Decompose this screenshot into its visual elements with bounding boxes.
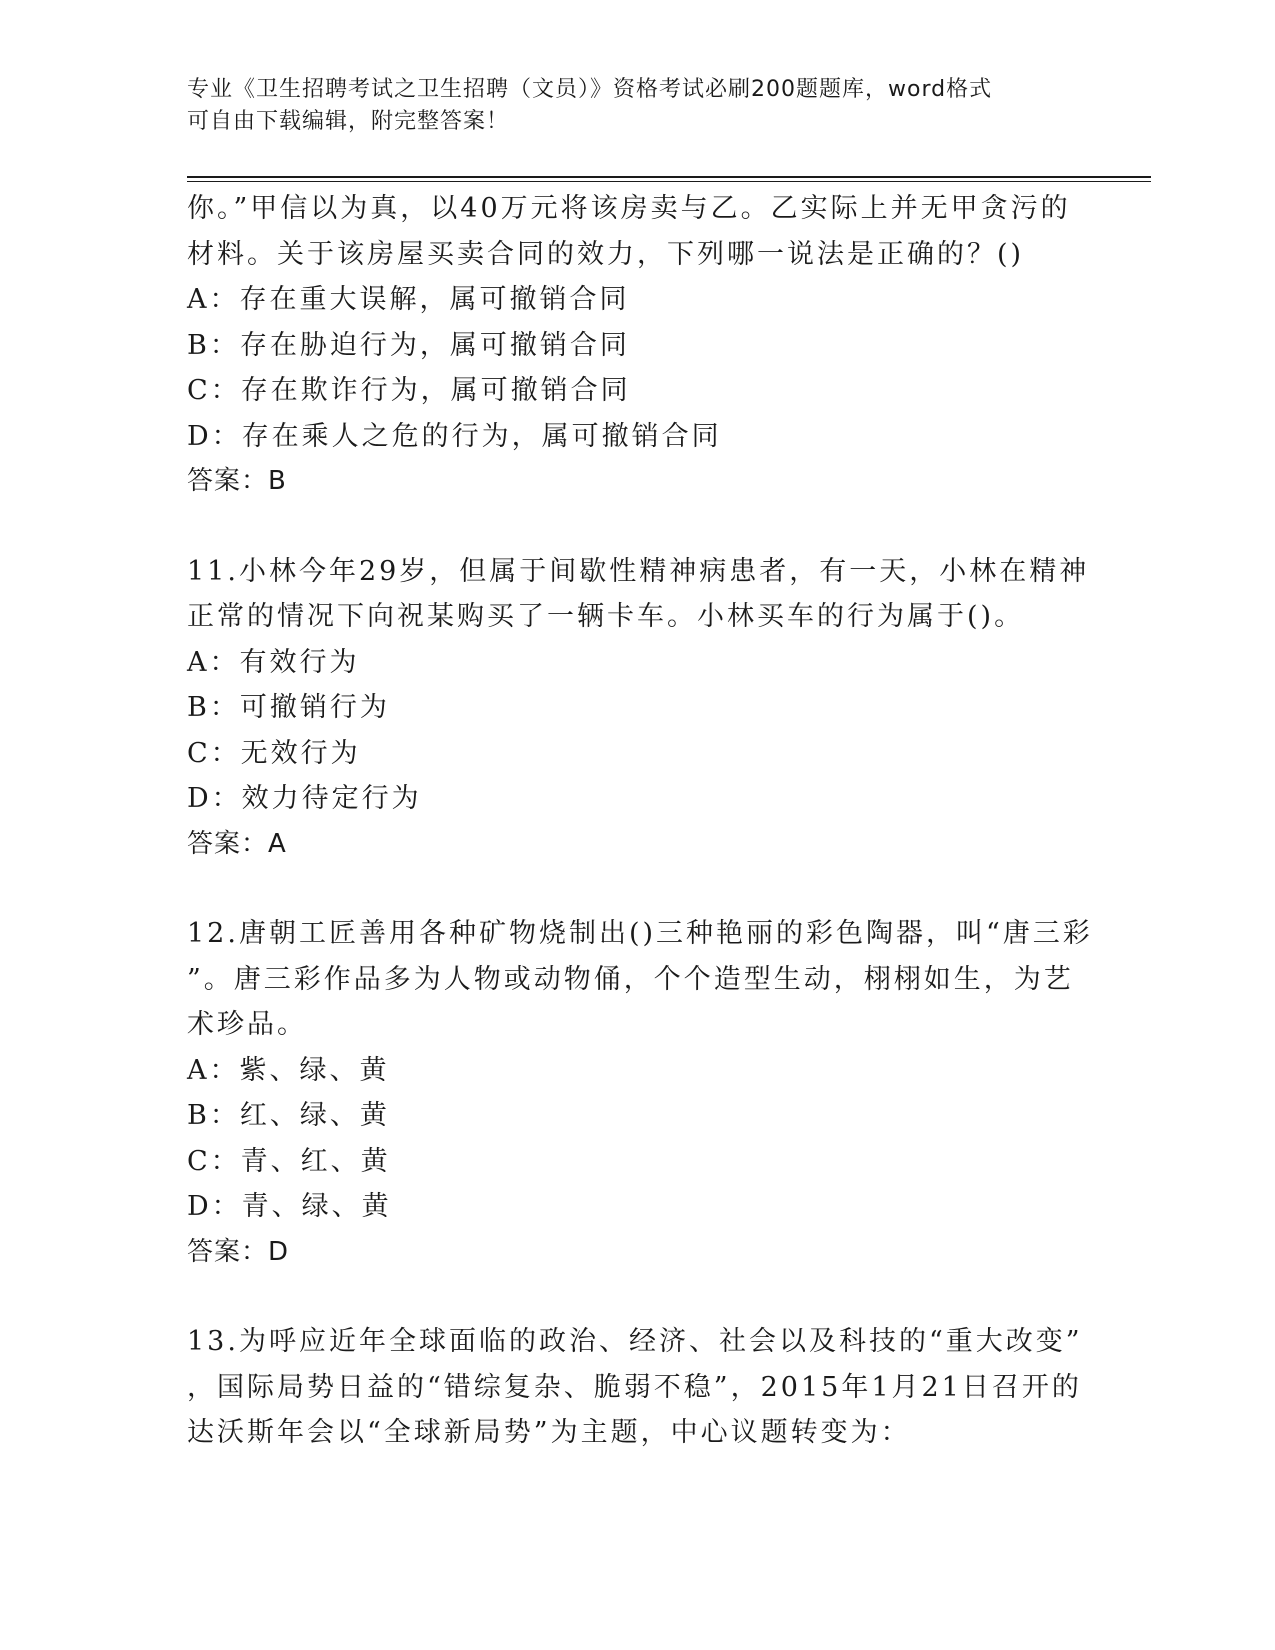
- question-list: [187, 186, 1093, 1456]
- option-a: A：紫、绿、黄: [187, 1054, 390, 1086]
- option-b: B：存在胁迫行为，属可撤销合同: [187, 329, 630, 361]
- option-d: D：效力待定行为: [187, 783, 422, 814]
- option-c: C：青、红、黄: [187, 1145, 391, 1177]
- question-stem-line: 正常的情况下向祝某购买了一辆卡车。小林买车的行为属于()。: [187, 601, 1025, 632]
- question-stem-line: 11.小林今年29岁，但属于间歇性精神病患者，有一天，小林在精神: [187, 555, 1090, 587]
- option-d: D：存在乘人之危的行为，属可撤销合同: [187, 420, 722, 452]
- option-a: A：有效行为: [187, 646, 360, 678]
- question-stem-line: 你。”甲信以为真，以40万元将该房卖与乙。乙实际上并无甲贪污的: [187, 193, 1071, 224]
- question-stem-line: 材料。关于该房屋买卖合同的效力，下列哪一说法是正确的？(): [187, 238, 1025, 270]
- question-stem-line: 12.唐朝工匠善用各种矿物烧制出()三种艳丽的彩色陶器，叫“唐三彩: [187, 918, 1093, 949]
- option-d: D：青、绿、黄: [187, 1191, 392, 1222]
- document-header: [187, 74, 1087, 138]
- question-10: [187, 186, 1087, 505]
- option-c: C：无效行为: [187, 737, 361, 769]
- question-12: [187, 911, 1093, 1275]
- question-13: [187, 1319, 1087, 1456]
- header-divider-thin: [187, 181, 1151, 182]
- answer-line: 答案：D: [187, 1236, 290, 1267]
- header-title-line-1: 专业《卫生招聘考试之卫生招聘（文员）》资格考试必刷200题题库，word格式: [187, 77, 993, 102]
- answer-line: 答案：B: [187, 466, 287, 496]
- question-stem-line: ，国际局势日益的“错综复杂、脆弱不稳”，2015年1月21日召开的: [187, 1371, 1082, 1403]
- question-stem-line: ”。唐三彩作品多为人物或动物俑，个个造型生动，栩栩如生，为艺: [187, 963, 1074, 995]
- question-11: [187, 549, 1090, 868]
- question-stem-line: 13.为呼应近年全球面临的政治、经济、社会以及科技的“重大改变”: [187, 1326, 1083, 1357]
- answer-line: 答案：A: [187, 828, 287, 859]
- header-title-line-2: 可自由下载编辑，附完整答案！: [187, 109, 510, 134]
- option-a: A：存在重大误解，属可撤销合同: [187, 284, 630, 315]
- question-stem-line: 术珍品。: [187, 1009, 307, 1040]
- header-divider-thick: [187, 176, 1151, 178]
- option-b: B：红、绿、黄: [187, 1100, 390, 1131]
- option-b: B：可撤销行为: [187, 692, 390, 723]
- question-stem-line: 达沃斯年会以“全球新局势”为主题，中心议题转变为：: [187, 1417, 911, 1448]
- option-c: C：存在欺诈行为，属可撤销合同: [187, 375, 631, 406]
